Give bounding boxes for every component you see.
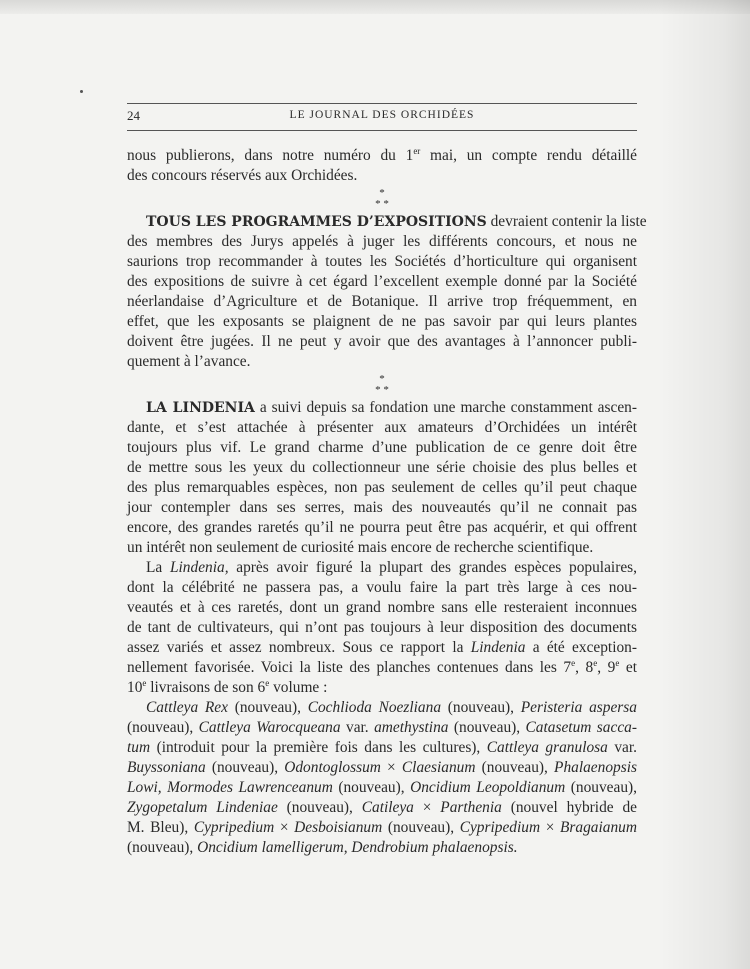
- text-run: devraient contenir la liste: [486, 213, 647, 230]
- text-run: dante, et s’est attachée à présenter aux amateurs d’Orchidées un intérêt: [127, 419, 637, 436]
- text-line: [127, 438, 637, 458]
- text-run: nous publierons, dans notre numéro du 1: [127, 147, 414, 164]
- page-body: [127, 145, 647, 858]
- text-run: 10: [127, 679, 143, 696]
- text-line: [127, 232, 637, 252]
- paragraph: [127, 212, 647, 372]
- text-line: [127, 658, 637, 678]
- text-run: e: [142, 677, 147, 688]
- text-run: assez variés et assez nombreux. Sous ce rapport la: [127, 639, 471, 656]
- page-header: [127, 108, 637, 126]
- text-line: [127, 698, 637, 718]
- text-run: (nouveau),: [475, 759, 555, 776]
- paragraph: [127, 398, 637, 558]
- text-line: [127, 166, 637, 186]
- text-run: veautés et à ces raretés, dont un grand nombre sans elle resteraient inconnues: [127, 599, 637, 616]
- text-line: [127, 558, 637, 578]
- italic-text: Catasetum sacca-: [525, 719, 637, 736]
- text-run: ×: [540, 819, 561, 836]
- text-run: e: [615, 657, 620, 668]
- text-run: (nouveau),: [448, 719, 526, 736]
- text-run: La: [146, 559, 170, 576]
- text-run: (nouveau),: [382, 819, 460, 836]
- running-head: LE JOURNAL DES ORCHIDÉES: [289, 109, 475, 121]
- italic-text: Cattleya Rex: [146, 699, 228, 716]
- text-line: [127, 818, 637, 838]
- text-line: [127, 272, 637, 292]
- italic-text: Cattleya Warocqueana: [198, 719, 341, 736]
- italic-text: Lindenia,: [169, 559, 229, 576]
- bold-lead-in: LA LINDENIA: [146, 400, 255, 416]
- text-line: [127, 598, 637, 618]
- text-run: (nouveau),: [205, 759, 285, 776]
- text-run: mai, un compte rendu détaillé: [420, 147, 637, 164]
- text-line: [127, 518, 637, 538]
- text-run: doivent être jugées. Il ne peut y avoir que des avantages à l’annoncer publi-: [127, 333, 637, 350]
- italic-text: tum: [127, 739, 151, 756]
- text-line: [127, 778, 637, 798]
- text-run: (nouveau),: [277, 799, 362, 816]
- text-run: , 9: [597, 659, 616, 676]
- italic-text: Peristeria aspersa: [520, 699, 637, 716]
- text-run: encore, des grandes raretés qu’il ne pourra peut être pas acquérir, et qui offrent: [127, 519, 637, 536]
- text-line: [127, 292, 637, 312]
- text-run: de mettre sous les yeux du collectionneur une série choisie des plus belles et: [127, 459, 637, 476]
- text-line: [127, 578, 637, 598]
- text-run: (nouveau),: [227, 699, 308, 716]
- italic-text: Desboisianum: [294, 819, 383, 836]
- text-run: a été exception-: [525, 639, 637, 656]
- text-run: (introduit pour la première fois dans les cultures),: [150, 739, 487, 756]
- scan-page-shadow: [660, 0, 750, 969]
- asterism: [127, 372, 637, 398]
- asterism-row: * *: [375, 198, 389, 210]
- header-rule-top: [127, 103, 637, 104]
- text-run: un intérêt non seulement de curiosité mais encore de recherche scientifique.: [127, 539, 594, 556]
- italic-text: Odontoglossum: [284, 759, 381, 776]
- text-run: a suivi depuis sa fondation une marche constamment ascen-: [254, 399, 637, 416]
- text-run: livraisons de son 6: [146, 679, 266, 696]
- text-run: (nouveau),: [127, 719, 199, 736]
- asterism-row: * *: [375, 384, 389, 396]
- text-line: [127, 498, 637, 518]
- text-run: des membres des Jurys appelés à juger les différents concours, et nous ne: [127, 233, 637, 250]
- text-line: [127, 352, 637, 372]
- italic-text: Phalaenopsis: [554, 759, 637, 776]
- text-line: [127, 538, 637, 558]
- italic-text: Claesianum: [401, 759, 476, 776]
- scan-speck: [80, 90, 83, 93]
- text-line: [127, 738, 637, 758]
- text-run: er: [413, 145, 421, 156]
- text-run: e: [571, 657, 576, 668]
- paragraph: [127, 698, 637, 858]
- text-line: [127, 718, 637, 738]
- asterism-row: *: [379, 373, 385, 385]
- text-line: [127, 418, 637, 438]
- scan-top-edge: [0, 0, 750, 14]
- text-run: (nouvel hybride de: [501, 799, 637, 816]
- text-run: néerlandaise d’Agriculture et de Botanique. Il arrive trop fréquemment, en: [127, 293, 637, 310]
- text-run: toujours plus vif. Le grand charme d’une publication de ce genre doit être: [127, 439, 637, 456]
- text-run: et: [619, 659, 638, 676]
- text-run: (nouveau),: [332, 779, 411, 796]
- text-line: [127, 798, 637, 818]
- text-run: des plus remarquables espèces, non pas seulement de celles qu’il peut chaque: [127, 479, 637, 496]
- italic-text: Lowi, Mormodes Lawrenceanum: [127, 779, 333, 796]
- italic-text: Cochlioda Noezliana: [307, 699, 442, 716]
- text-line: [127, 678, 637, 698]
- text-run: (nouveau),: [127, 839, 198, 856]
- italic-text: Lindenia: [470, 639, 526, 656]
- italic-text: Cattleya granulosa: [486, 739, 608, 756]
- text-run: jour contempler dans ses serres, mais des nouveautés qu’il ne connait pas: [127, 499, 637, 516]
- italic-text: Oncidium Leopoldianum: [410, 779, 566, 796]
- italic-text: Parthenia: [440, 799, 502, 816]
- text-line: [127, 758, 637, 778]
- italic-text: Cypripedium: [459, 819, 541, 836]
- asterism: [127, 186, 637, 212]
- bold-lead-in: TOUS LES PROGRAMMES D’EXPOSITIONS: [146, 214, 487, 230]
- text-line: [127, 458, 637, 478]
- italic-text: Oncidium lamelligerum, Dendrobium phalaenopsis.: [197, 839, 518, 856]
- header-rule-bottom: [127, 130, 637, 131]
- text-run: des concours réservés aux Orchidées.: [127, 167, 358, 184]
- asterism-row: *: [379, 187, 385, 199]
- text-run: dont la célébrité ne passera pas, a voulu faire la part très large à ces nou-: [127, 579, 637, 596]
- italic-text: Zygopetalum Lindeniae: [127, 799, 278, 816]
- italic-text: Bragaianum: [560, 819, 637, 836]
- text-line: [127, 252, 637, 272]
- text-line: [127, 146, 637, 166]
- text-line: [127, 332, 637, 352]
- text-run: , 8: [575, 659, 594, 676]
- text-run: saurions trop recommander à toutes les Sociétés d’horticulture qui organisent: [127, 253, 637, 270]
- italic-text: amethystina: [374, 719, 449, 736]
- italic-text: Buyssoniana: [127, 759, 206, 776]
- text-run: après avoir figuré la plupart des grandes espèces populaires,: [228, 559, 637, 576]
- text-run: (nouveau),: [565, 779, 637, 796]
- paragraph: [127, 146, 637, 186]
- italic-text: Cypripedium: [193, 819, 275, 836]
- text-run: e: [593, 657, 598, 668]
- paragraph: [127, 558, 637, 698]
- text-line: [127, 618, 637, 638]
- text-run: var.: [340, 719, 375, 736]
- text-line: [127, 398, 637, 418]
- text-run: ×: [380, 759, 402, 776]
- text-run: des expositions de suivre à cet égard l’excellent exemple donné par la Société: [127, 273, 637, 290]
- text-run: de tant de cultivateurs, qui n’ont pas toujours à leur disposition des documents: [127, 619, 637, 636]
- text-line: [127, 638, 637, 658]
- italic-text: Catileya: [361, 799, 414, 816]
- text-line: [127, 838, 637, 858]
- page-number: 24: [127, 108, 140, 123]
- text-line: [127, 312, 637, 332]
- text-run: (nouveau),: [441, 699, 521, 716]
- text-run: e: [265, 677, 270, 688]
- text-run: M. Bleu),: [127, 819, 194, 836]
- text-run: volume :: [269, 679, 328, 696]
- text-run: nellement favorisée. Voici la liste des planches contenues dans les 7: [127, 659, 572, 676]
- text-line: [127, 478, 637, 498]
- text-run: effet, que les exposants se plaignent de ne pas savoir par qui leurs plantes: [127, 313, 637, 330]
- text-run: ×: [413, 799, 441, 816]
- text-line: [127, 212, 647, 232]
- text-run: ×: [274, 819, 295, 836]
- text-run: quement à l’avance.: [127, 353, 251, 370]
- text-run: var.: [607, 739, 638, 756]
